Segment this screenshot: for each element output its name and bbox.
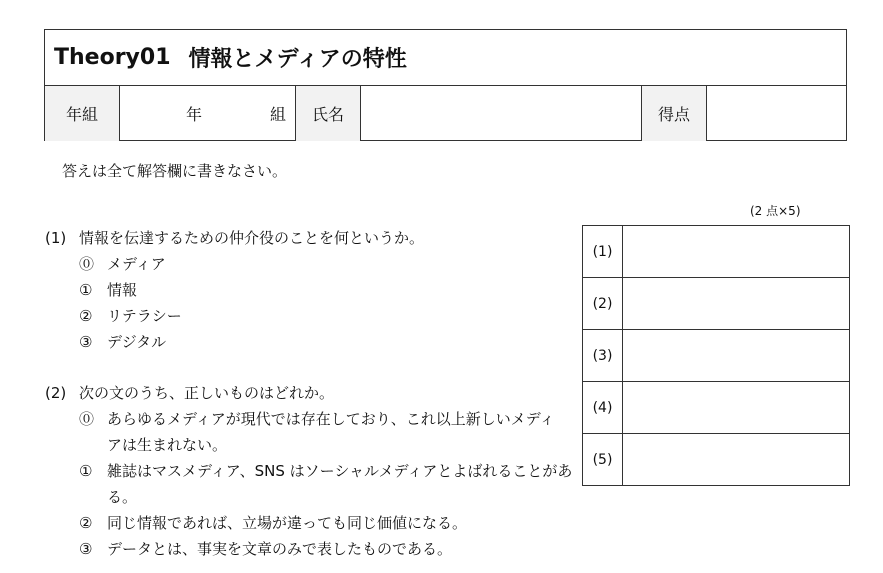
name-label: 氏名 <box>311 105 344 124</box>
question-text: 情報を伝達するための仲介役のことを何というか。 <box>79 229 425 247</box>
option-mark: ① <box>79 281 93 299</box>
page-title <box>45 30 846 86</box>
answer-label: (4) <box>583 382 623 433</box>
answer-row <box>583 382 849 434</box>
option-text: リテラシー <box>107 307 182 325</box>
title-text: 情報とメディアの特性 <box>188 47 407 72</box>
answer-field-4[interactable] <box>623 382 849 433</box>
option-1 <box>45 277 424 303</box>
option-text: データとは、事実を文章のみで表したものである。 <box>107 540 453 558</box>
answer-field-1[interactable] <box>623 226 849 277</box>
answer-label: (5) <box>583 434 623 485</box>
answer-label: (2) <box>583 278 623 329</box>
name-label-cell <box>296 86 360 141</box>
score-label-cell <box>642 86 706 141</box>
option-2 <box>45 510 572 536</box>
class-label: 年組 <box>65 105 98 124</box>
option-3 <box>45 536 572 562</box>
option-mark: ⓪ <box>79 255 95 273</box>
option-3 <box>45 329 424 355</box>
score-field[interactable] <box>707 86 846 141</box>
answer-field-3[interactable] <box>623 330 849 381</box>
answer-label: (1) <box>583 226 623 277</box>
option-mark: ⓪ <box>79 410 95 428</box>
option-text: あらゆるメディアが現代では存在しており、これ以上新しいメディ <box>107 410 555 428</box>
header-table <box>44 29 847 141</box>
title-code: Theory01 <box>54 45 171 70</box>
answer-row <box>583 226 849 278</box>
question-2 <box>45 380 572 562</box>
answer-row <box>583 434 849 485</box>
option-text: 同じ情報であれば、立場が違っても同じ価値になる。 <box>107 514 468 532</box>
option-1 <box>45 458 572 484</box>
name-field[interactable] <box>361 86 641 141</box>
year-char: 年 <box>186 105 203 124</box>
answer-label: (3) <box>583 330 623 381</box>
option-text: デジタル <box>107 333 167 351</box>
option-mark: ② <box>79 514 93 532</box>
option-0 <box>45 406 572 432</box>
class-label-cell <box>45 86 119 141</box>
answer-field-5[interactable] <box>623 434 849 485</box>
answer-row <box>583 278 849 330</box>
class-field[interactable] <box>120 86 295 141</box>
question-number: (2) <box>45 384 67 402</box>
answer-field-2[interactable] <box>623 278 849 329</box>
option-0 <box>45 251 424 277</box>
points-note: (2 点×5) <box>750 204 801 218</box>
option-mark: ③ <box>79 540 93 558</box>
option-0-continuation: アは生まれない。 <box>107 436 228 454</box>
option-2 <box>45 303 424 329</box>
option-text: 情報 <box>107 281 138 299</box>
question-number: (1) <box>45 229 67 247</box>
instruction-text: 答えは全て解答欄に書きなさい。 <box>62 162 288 180</box>
student-info-row <box>45 86 846 141</box>
group-char: 組 <box>270 105 287 124</box>
question-1 <box>45 225 424 355</box>
answer-sheet <box>582 225 850 486</box>
answer-row <box>583 330 849 382</box>
option-mark: ① <box>79 462 93 480</box>
option-mark: ② <box>79 307 93 325</box>
option-mark: ③ <box>79 333 93 351</box>
option-text: 雑誌はマスメディア、SNS はソーシャルメディアとよばれることがあ <box>107 462 573 480</box>
score-label: 得点 <box>657 105 690 124</box>
option-1-continuation: る。 <box>107 488 138 506</box>
option-text: メディア <box>107 255 166 273</box>
question-text: 次の文のうち、正しいものはどれか。 <box>79 384 335 402</box>
